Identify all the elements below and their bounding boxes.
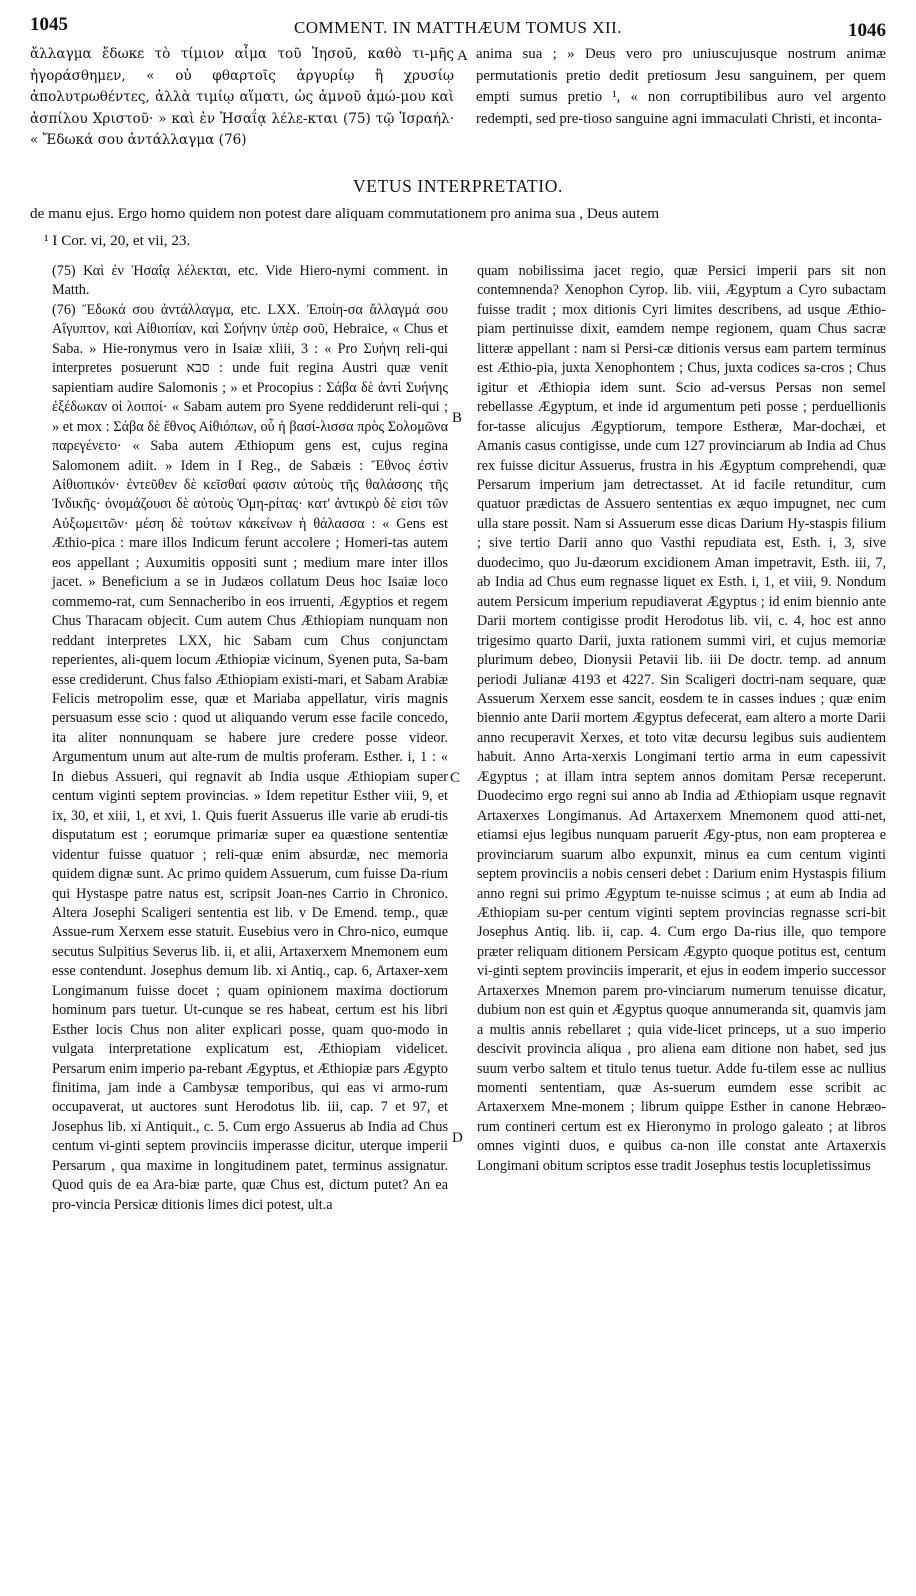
note-75: (75) Καὶ ἐν Ἠσαΐᾳ λέλεκται, etc. Vide Hiero-nymi comment. in Matth.	[52, 263, 448, 299]
notes-right-column	[477, 262, 886, 1176]
note-76: (76) Ἔδωκά σου ἀντάλλαγμα, etc. LXX. Ἐποίη-σα ἄλλαγμά σου Αἴγυπτον, καὶ Αἰθιοπίαν, καὶ Σοήνην ὑπὲρ σοῦ, Hebraice, « Chus et Saba. » Hie-ronymus vero in Isaiæ xliii, 3 : « Pro Συήνη reli-qui interpretes posuerunt סבא : unde fuit regina Austri quæ venit sapientiam audire Salomonis ; » et Procopius : Σάβα δὲ ἀντὶ Συήνης ἐξέδωκαν οἱ λοιποί· « Sabam autem pro Syene reddiderunt reli-qui ; » et mox : Σάβα δὲ ἔθνος Αἰθιόπων, οὗ ἡ βασί-λισσα πρὸς Σολομῶνα παρεγένετο· « Saba autem Æthiopum gens est, cujus regina Salomonem adiit. » Idem in I Reg., de Sabæis : Ἔθνος ἐστὶν Αἰθιοπικόν· ἐντεῦθεν δὲ κεῖσθαί φασιν αὐτοὺς τῆς θαλάσσης τῆς Ἰνδικῆς· ὀνομάζουσι δὲ αὐτοὺς Ὁμη-ρίτας· κατ' ἀντικρὺ δὲ εἰσι τῶν Αὐξωμειτῶν· μέση δὲ τούτων κἀκείνων ἡ θάλασσα : « Gens est Æthio-pica : mare illos Indicum ferunt accolere ; Homeri-tas autem eos appellant ; Auxumitis oppositi sunt ; medium mare inter illos jacet. » Beneficium a se in Judæos collatum Deus hoc Isaiæ loco commemo-rat, cum Sennacheribo in eos irruenti, Ægyptios et regem Chus Tharacam objecit. Cum autem Chus Æthiopiam nunquam non reddant interpretes LXX, hic Sabam cum Chus conjunctam reperientes, ali-quem locum Æthiopiæ vicinum, Syenen puta, Sa-bam esse crediderunt. Chus falso Æthiopiam existi-mari, et Sabam Arabiæ Felicis metropolim esse, quæ et Mariaba appellatur, viris magnis persuasum esse scio : quod ut aliquando verum esse facile concedo, ita aliter nonnunquam se habere jure credere posse videor. Argumentum unum aut alte-rum de multis proferam. Esther. i, 1 : « In diebus Assueri, qui regnavit ab India usque Æthiopiam super centum viginti septem provincias. » Idem repetitur Esther viii, 9, et ix, 30, et xiii, 1, et xvi, 1. Quis fuerit Assuerus ille varie ab erudi-tis disputatum est ; eorumque primariæ super ea quæstione sententiæ videntur fuisse quatuor ; reli-quæ enim absurdæ, nec memoria quidem dignæ sunt. Ac primo quidem Assuerum, cum fuisse Da-rium qui Hystaspe patre natus est, scripsit Joan-nes Carrio in Chronico. Altera Josephi Scaligeri sententia est lib. v De Emend. temp., quæ Assue-rum Xerxem esse statuit. Eusebius vero in Chro-nico, eumque secutus Sulpitius Severus lib. ii, et alii, Artaxerxem Mnemonem eum esse contendunt. Josephus demum lib. xi Antiq., cap. 6, Artaxer-xem Longimanum fuisse docet ; quam opinionem maxima doctiorum hominum pars tuetur. Ut-cunque se res habeat, certum est his libri Esther locis Chus non aliter explicari posse, quam quo-modo in vulgata interpretatione explicatum est, Æthiopiam videlicet. Persarum enim imperio pa-rebant Ægyptus, et Æthiopiæ pars Ægypto finitima, jam inde a Cambysæ temporibus, qui eas vi armo-rum occupaverat, ut auctores sunt Herodotus lib. iii, cap. 7 et 97, et Josephus lib. xi Antiquit., c. 5. Cum ergo Assuerus ab India ad Chus centum vi-ginti septem provinciis imperasse dicitur, uterque imperii Persarum , qua maxime in longitudinem patet, terminus assignatur. Quod quis de ea Ara-biæ parte, quæ Chus est, dictum putet? An ea pro-vincia Persicæ ditionis limes dici potest, ult.a	[52, 301, 449, 1213]
main-text-columns	[30, 44, 886, 178]
notes-left-column	[52, 262, 448, 1215]
greek-column: ἄλλαγμα ἔδωκε τὸ τίμιον αἷμα τοῦ Ἰησοῦ, καθὸ τι-μῆς ἠγοράσθημεν, « οὐ φθαρτοῖς ἀργυρίῳ ἢ χρυσίῳ ἀπολυτρωθέντες, ἀλλὰ τιμίῳ αἵματι, ὡς ἀμνοῦ ἀμώ-μου καὶ ἀσπίλου Χριστοῦ· » καὶ ἐν Ἠσαΐᾳ λέλε-κται (75) τῷ Ἰσραήλ· « Ἔδωκά σου ἀντάλλαγμα (76)	[30, 46, 454, 149]
scripture-footnote: ¹ I Cor. vi, 20, et vii, 23.	[44, 232, 191, 249]
running-title: COMMENT. IN MATTHÆUM TOMUS XII.	[293, 18, 623, 37]
margin-marker-d: D	[452, 1130, 463, 1146]
note-continuation: quam nobilissima jacet regio, quæ Persici imperii pars sit non contemnenda? Xenophon Cyrop. lib. viii, Ægyptum a Cyro subactam fuisse tradit ; mox ditionis Cyri limites describens, ad usque Æthio-piam pertinuisse dixit, eamdem nempe regionem, quam Chus sacræ litteræ appellant : nam si Persi-cæ ditionis versus eam partem terminus est Æthio-pia, juxta Xenophontem ; Chus, juxta codices sa-cros ; Chus igitur et Æthiopia idem sunt. Scio ad-versus Persas non semel rebellasse Ægyptum, et inde id argumentum peti posse ; perduellionis for-tasse alicujus Ægyptiorum, tempore Estheræ, Mar-dochæi, et Amanis casus contigisse, unde cum 127 provinciarum ab India ad Chus rex fuisse dicitur Assuerus, frustra in his Ægyptum comprehendi, quæ Persarum imperium jam detrectasset. At id facile retunditur, cum quatuor prædictas de Assuero sententias ex æquo impugnet, nec cum ulla stare possit. Nam si Assuerum esse dicas Darium Hy-staspis filium ; sive tertio Darii anno quo Vasthi repudiata est, Esth. i, 3, sive duodecimo, quo Ju-dæorum excidionem Aman impetravit, Esth. iii, 7, ab India ad Chus eum regnasse liquet ex Esth. i, 1, et viii, 9. Nondum autem Persicum imperium repudiaverat Ægyptus ; id enim biennio ante Darii mortem contigisse prodit Herodotus lib. vii, c. 4, hoc est anno trigesimo quarto Darii, juxta rationem summi viri, et cujus memoriæ plurimum debeo, Dionysii Petavii lib. iii De doctr. temp. ad annum periodi Julianæ 4193 et 4227. Sin Scaligeri doctri-nam sequare, quæ Assuerum Xerxem esse sancit, eosdem te in casses indues ; quæ enim biennio ante Darii mortem Ægyptus defecerat, eam altero a morte Darii anno recuperavit Xerxes, et toto vitæ decursu legibus suis audientem habuit. Anno Arta-xerxis Longimani tertio arma in eum capessivit Ægyptus ; at illam intra septem annos domitam Persæ receperunt. Duodecimo ergo regni sui anno ab India ad Æthiopiam usque regnavit Artaxerxes Longimanus. Ad Artaxerxem Mnemonem quod atti-net, etiamsi ejus legibus nunquam paruerit Ægy-ptus, non eam propterea e provinciarum suarum albo expunxit, minus ea cum centum viginti septem provinciis a nobis censeri debet : Darium enim Hystaspis filium anno regni sui primo Ægyptum te-nuisse scimus ; at eum ab India ad Æthiopiam su-per centum viginti septem provincias regnasse scri-bit Josephus Antiq. lib. ii, cap. 4. Cum ergo Da-rius ille, quo tempore præter reliquam ditionem Persicam Ægypto quoque potitus est, centum vi-ginti septem provinciis imperarit, et ejus in eodem imperio successor Artaxerxes Mnemon parem pro-vinciarum numerum tenuisse dicatur, dubium non est quin et Ægyptus quoque annumeranda sit, quamvis jam a multis annis rebellaret ; quia vide-licet princeps, ut a suo imperio descivit provincia aliqua , pro aliena eam ditione non habet, sed jus suum verbo saltem et titulo tenus tuetur. Adde fu-tilem esse ac nullius momenti sententiam, quæ As-suerum eumdem esse scribit ac Artaxerxem Mne-monem ; librum quippe Esther in canone Hebræo-rum contineri certum est ex Hieronymo in prologo galeato ; at libros omnes viginti duos, e quibus ca-non ille constat ante Artaxerxis Longimani obitum scriptos esse tradit Josephus testis locupletissimus	[477, 263, 886, 1174]
page-header	[30, 14, 886, 46]
page-number-right: 1046	[848, 20, 886, 41]
margin-marker-b: B	[452, 410, 463, 426]
vetus-interpretatio-text: de manu ejus. Ergo homo quidem non potest dare aliquam commutationem pro anima sua , Deus autem	[30, 205, 660, 222]
margin-marker-c: C	[450, 770, 461, 786]
page-number-left: 1045	[30, 14, 68, 35]
margin-marker-a: A	[457, 48, 468, 64]
latin-column: anima sua ; » Deus vero pro uniuscujusque nostrum animæ permutationis pretio dedit pretiosum Jesu sanguinem, per quem empti sumus pretio ¹, « non corruptibilibus auro vel argento redempti, sed pre-tioso sanguine agni immaculati Christi, et inconta-	[476, 46, 886, 127]
vetus-interpretatio-heading: VETUS INTERPRETATIO.	[353, 176, 563, 196]
